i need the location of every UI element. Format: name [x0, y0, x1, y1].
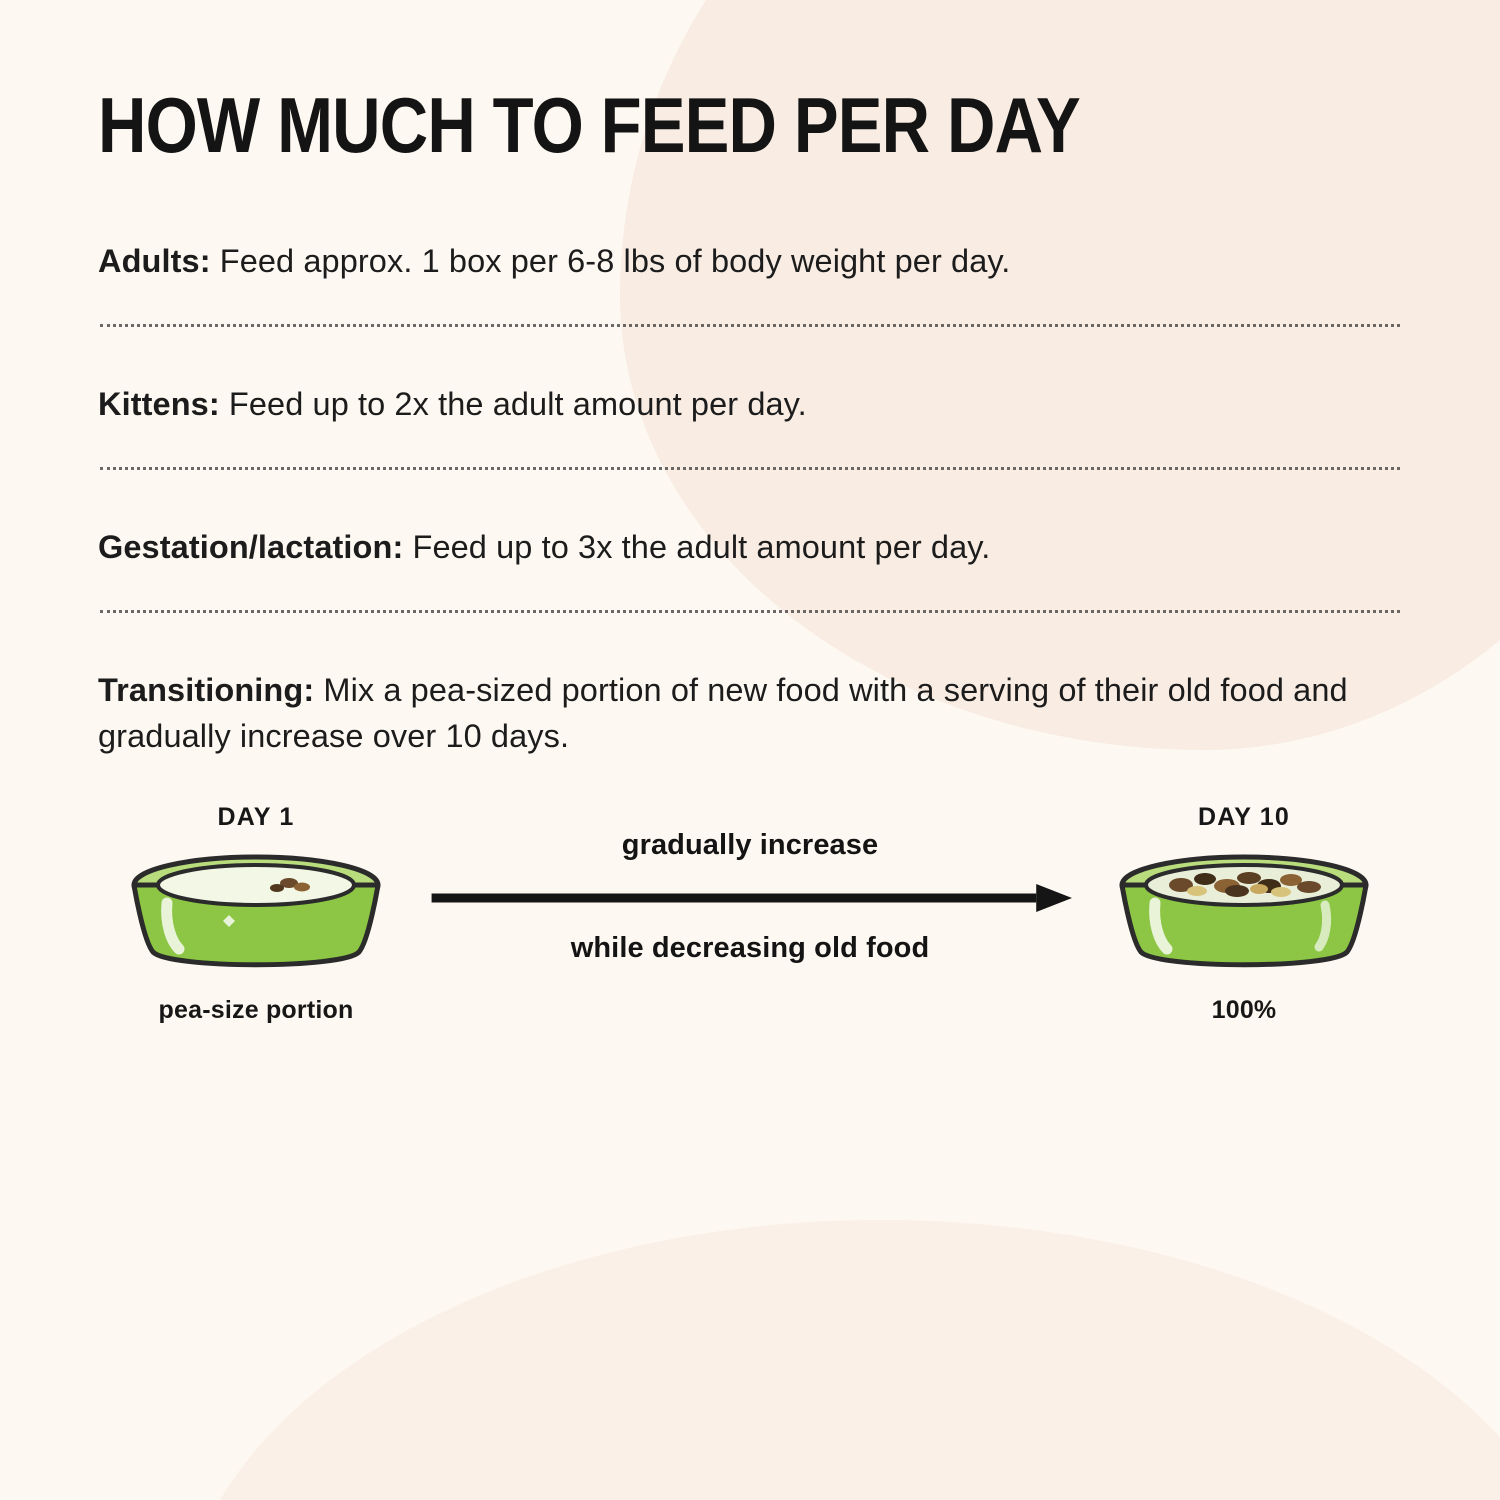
gradually-increase-text: gradually increase [621, 829, 879, 862]
day1-caption: pea-size portion [158, 996, 354, 1025]
diagram-day10-column [1094, 803, 1394, 1025]
gestation-text: Feed up to 3x the adult amount per day. [403, 528, 991, 565]
transitioning-label: Transitioning: [98, 671, 315, 708]
section-adults [98, 224, 1402, 284]
section-kittens [98, 367, 1402, 427]
section-gestation-lactation [98, 510, 1402, 570]
kittens-row [98, 381, 1402, 427]
page-title: HOW MUCH TO FEED PER DAY [98, 81, 1080, 169]
diagram-middle [428, 829, 1072, 965]
day10-caption: 100% [1211, 996, 1277, 1025]
divider-1 [100, 324, 1400, 327]
decreasing-old-food-text: while decreasing old food [570, 932, 930, 965]
day1-label: DAY 1 [217, 803, 295, 832]
adults-text: Feed approx. 1 box per 6-8 lbs of body weight per day. [210, 242, 1011, 279]
day10-bowl-wrap [1094, 842, 1394, 982]
gestation-row [98, 524, 1402, 570]
divider-2 [100, 467, 1400, 470]
day10-label: DAY 10 [1198, 803, 1290, 832]
transitioning-text: Mix a pea-sized portion of new food with a serving of their old food and gradually increase over 10 days. [98, 671, 1348, 755]
adults-row [98, 238, 1402, 284]
kittens-label: Kittens: [98, 385, 220, 422]
right-arrow-icon [428, 884, 1072, 912]
section-transitioning [98, 653, 1402, 759]
pet-bowl-small-portion-icon [121, 845, 391, 980]
diagram-day1-column [106, 803, 406, 1025]
gestation-label: Gestation/lactation: [98, 528, 404, 565]
kittens-text: Feed up to 2x the adult amount per day. [219, 385, 807, 422]
arrow-wrap [428, 872, 1072, 924]
pet-bowl-full-icon [1109, 845, 1379, 980]
day1-bowl-wrap [106, 842, 406, 982]
adults-label: Adults: [98, 242, 211, 279]
transitioning-row [98, 667, 1402, 759]
background-blob-bottom [180, 1220, 1500, 1500]
transition-diagram [98, 803, 1402, 1073]
divider-3 [100, 610, 1400, 613]
